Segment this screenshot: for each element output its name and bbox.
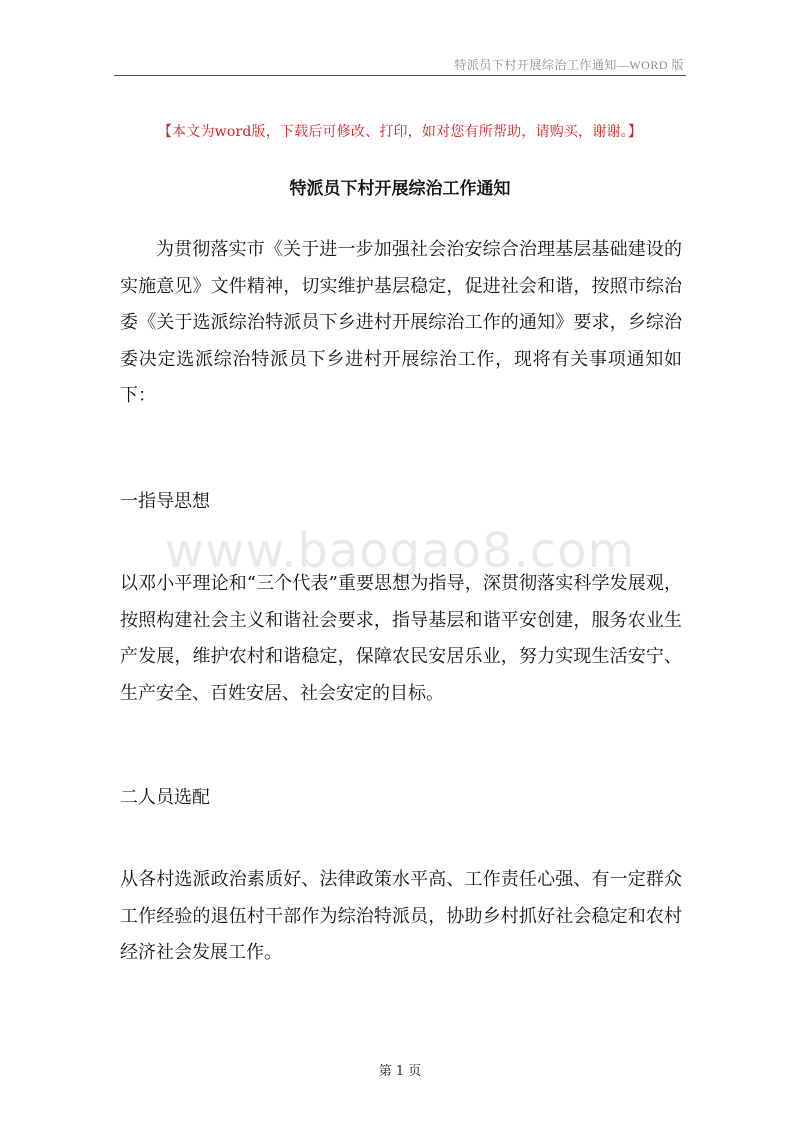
header-divider (114, 75, 686, 76)
section-body-guiding-ideology: 以邓小平理论和“三个代表”重要思想为指导，深贯彻落实科学发展观，按照构建社会主义和谐社会要求，指导基层和谐平安创建，服务农业生产发展，维护农村和谐稳定，保障农民安居乐业，努力实现生活安宁、生产安全、百姓安居、社会安定的目标。 (120, 573, 682, 704)
intro-paragraph: 为贯彻落实市《关于进一步加强社会治安综合治理基层基础建设的实施意见》文件精神，切实维护基层稳定，促进社会和谐，按照市综治委《关于选派综治特派员下乡进村开展综治工作的通知》要求，乡综治委决定选派综治特派员下乡进村开展综治工作，现将有关事项通知如下： (120, 239, 682, 406)
section-body-personnel: 从各村选派政治素质好、法律政策水平高、工作责任心强、有一定群众工作经验的退伍村干部作为综治特派员，协助乡村抓好社会稳定和农村经济社会发展工作。 (120, 869, 682, 963)
section-heading-personnel: 二人员选配 (120, 787, 210, 808)
watermark: www.baogao8.com (164, 523, 636, 579)
section-heading-guiding-ideology: 一指导思想 (120, 491, 210, 512)
purchase-notice: 【本文为word版，下载后可修改、打印，如对您有所帮助，请购买，谢谢。】 (157, 124, 643, 140)
running-header: 特派员下村开展综治工作通知—WORD 版 (454, 58, 684, 72)
page-number: 第 1 页 (378, 1064, 422, 1079)
page-title: 特派员下村开展综治工作通知 (289, 179, 511, 199)
